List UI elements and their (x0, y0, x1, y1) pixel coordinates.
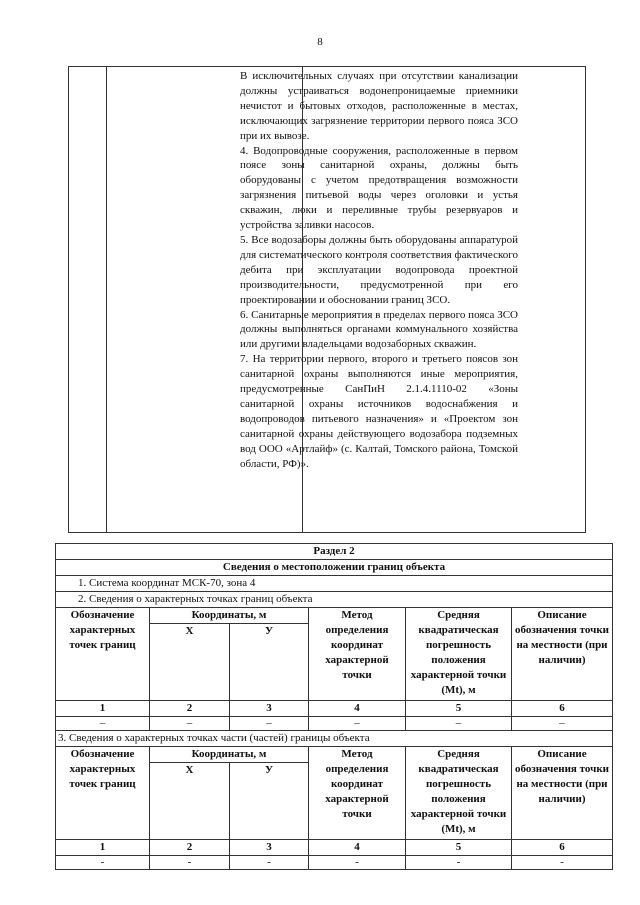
header-designation: Обозначение характерных точек границ (56, 747, 150, 840)
section-subtitle: Сведения о местоположении границ объекта (56, 560, 613, 576)
header-designation: Обозначение характерных точек границ (56, 608, 150, 701)
header-description: Описание обозначения точки на местности (при наличии) (512, 747, 613, 840)
header-method: Метод определения координат характерной точки (309, 747, 406, 840)
column-number: 2 (150, 840, 230, 856)
header-x: Х (150, 624, 230, 701)
header-x: Х (150, 763, 230, 840)
column-number: 6 (512, 701, 613, 717)
empty-cell: - (56, 856, 150, 870)
paragraph-7: 7. На территории первого, второго и третьего поясов зон санитарной охраны выполняются иные мероприятия, предусмотренные СанПиН 2.1.4.1110-02 «Зоны санитарной охраны источников водоснабжения и водопроводов питьевого назначения» и «Проектом зон санитарной охраны действующего водозабора подземных вод ООО «Артлайф» (с. Калтай, Томского района, Томской области, РФ)». (240, 353, 518, 470)
boundary-points-heading: 2. Сведения о характерных точках границ объекта (56, 592, 613, 608)
empty-cell: – (309, 717, 406, 731)
empty-cell: - (230, 856, 309, 870)
empty-cell: - (406, 856, 512, 870)
requirements-text (240, 69, 518, 471)
table-column-number (69, 67, 107, 532)
header-y: У (230, 763, 309, 840)
header-error: Средняя квадратическая погрешность положения характерной точки (Mt), м (406, 608, 512, 701)
column-number: 6 (512, 840, 613, 856)
header-coords: Координаты, м (150, 608, 309, 624)
section-title: Раздел 2 (56, 544, 613, 560)
column-number: 2 (150, 701, 230, 717)
column-number: 3 (230, 840, 309, 856)
header-description: Описание обозначения точки на местности (при наличии) (512, 608, 613, 701)
empty-cell: – (150, 717, 230, 731)
empty-cell: – (512, 717, 613, 731)
coordinate-system: 1. Система координат МСК-70, зона 4 (56, 576, 613, 592)
paragraph-exceptions: В исключительных случаях при отсутствии канализации должны устраиваться водонепроницаемые приемники нечистот и бытовых отходов, расположенные в местах, исключающих загрязнение территории первого пояса ЗСО при их вывозе. (240, 70, 518, 142)
paragraph-4: 4. Водопроводные сооружения, расположенные в первом поясе зоны санитарной охраны, должны быть оборудованы с учетом предотвращения возможности загрязнения питьевой воды через оголовки и устья скважин, люки и переливные трубы резервуаров и устройства заливки насосов. (240, 144, 518, 232)
header-method: Метод определения координат характерной точки (309, 608, 406, 701)
column-number: 5 (406, 840, 512, 856)
column-number: 4 (309, 701, 406, 717)
paragraph-6: 6. Санитарные мероприятия в пределах первого пояса ЗСО должны выполняться органами коммунального хозяйства или другими владельцами водозаборных скважин. (240, 308, 518, 351)
empty-cell: – (230, 717, 309, 731)
header-error: Средняя квадратическая погрешность положения характерной точки (Mt), м (406, 747, 512, 840)
empty-cell: - (309, 856, 406, 870)
section-2-table (55, 543, 613, 870)
column-number: 1 (56, 701, 150, 717)
header-coords: Координаты, м (150, 747, 309, 763)
paragraph-5: 5. Все водозаборы должны быть оборудованы аппаратурой для систематического контроля соответствия фактического дебита при эксплуатации водопровода проектной производительности, предусмотренной при его проектировании и обосновании границ ЗСО. (240, 233, 518, 306)
column-number: 5 (406, 701, 512, 717)
empty-cell: - (150, 856, 230, 870)
empty-cell: – (406, 717, 512, 731)
header-y: У (230, 624, 309, 701)
empty-cell: – (56, 717, 150, 731)
empty-cell: - (512, 856, 613, 870)
part-boundary-points-heading: 3. Сведения о характерных точках части (частей) границы объекта (56, 731, 613, 747)
column-number: 1 (56, 840, 150, 856)
page-number: 8 (317, 36, 323, 48)
column-number: 4 (309, 840, 406, 856)
column-number: 3 (230, 701, 309, 717)
